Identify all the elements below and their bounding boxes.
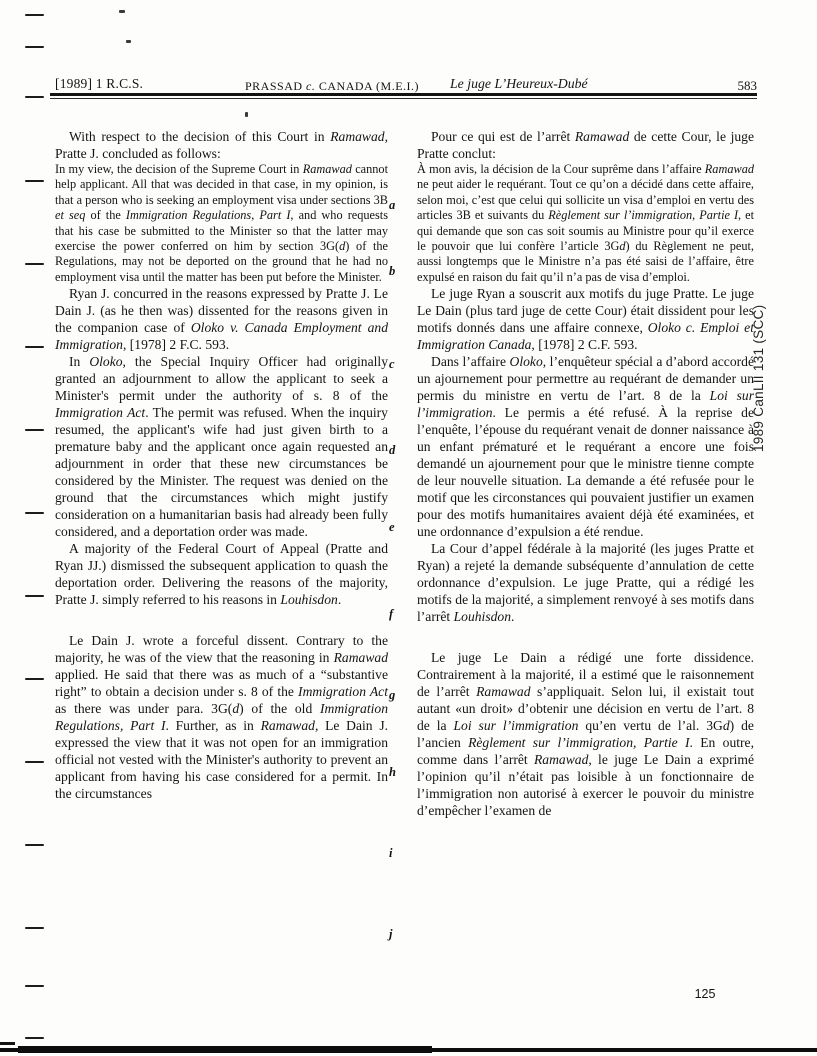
text-run: Le Dain J. wrote a forceful dissent. Contrary to the majority, he was of the view that the reasoning in (55, 633, 388, 666)
italic-text-run: Oloko v. Canada Employment and Immigration (55, 320, 388, 353)
italic-text-run: Immigration Act (55, 405, 146, 421)
header-rule-thick (50, 93, 757, 96)
text-run: , l’enquêteur spécial a d’abord accordé un ajournement pour permettre au requérant de demander un permis du ministre en vertu de l’art. 8 de la (417, 354, 754, 404)
binding-mark (25, 761, 44, 763)
paragraph-marker-i: i (389, 846, 393, 860)
text-run: . (511, 609, 515, 625)
binding-mark (25, 346, 44, 348)
text-run: ) du Règlement ne peut, aussi longtemps que le Ministre n’a pas été saisi de l’affaire, être expulsé en raison du fait qu’il n’a pas de visa d’emploi. (417, 239, 754, 284)
italic-text-run: Ramawad (302, 162, 352, 176)
text-run: ) of the old (239, 701, 321, 717)
paragraph-marker-b: b (389, 264, 396, 278)
paragraph-marker-a: a (389, 198, 396, 212)
scan-speck (119, 10, 125, 13)
italic-text-run: Oloko c. Emploi et Immigration Canada (417, 320, 754, 353)
binding-mark (25, 678, 44, 680)
paragraph-body (417, 540, 754, 625)
binding-mark (25, 263, 44, 265)
text-run: With respect to the decision of this Court in (69, 129, 331, 144)
case-name (245, 79, 419, 94)
paragraph-marker-e: e (389, 520, 395, 534)
binding-mark (25, 180, 44, 182)
paragraph-marker-f: f (389, 607, 394, 621)
text-run: , Le Dain J. expressed the view that it was not open for an immigration official not vested with the Minister's authority to prevent an applicant from having his case considered for a permit. In the circumstances (55, 718, 389, 802)
italic-text-run: Ramawad (333, 650, 388, 666)
paragraph-marker-c: c (389, 357, 395, 371)
text-run: cannot help applicant. All that was decided in that case, in my opinion, is that a person who is seeking an employment visa under sections 3B (55, 162, 389, 207)
text-run: In (69, 354, 90, 370)
paragraph-body (417, 353, 754, 540)
binding-mark (25, 595, 44, 597)
english-column (55, 128, 388, 802)
binding-mark (25, 985, 44, 987)
scan-speck (245, 112, 248, 117)
binding-mark (25, 429, 44, 431)
canlii-watermark: 1989 CanLII 131 (SCC) (751, 304, 766, 452)
italic-text-run: et seq (55, 208, 86, 223)
text-run: , and who requests that his case be submitted to the Minister so that the latter may exercise the power conferred on him by section 3G( (55, 208, 388, 254)
paragraph-body (55, 285, 388, 353)
text-run: , et qui demande que son cas soit soumis au Ministre pour qu’il exerce le pouvoir que lui confère l’article 3G (417, 208, 754, 254)
binding-mark (25, 14, 44, 16)
italic-text-run: Immigration Regulations, Part I (125, 208, 291, 223)
italic-text-run: Louhisdon (280, 592, 338, 608)
italic-text-run: Oloko (509, 354, 543, 370)
paragraph-marker-h: h (389, 765, 396, 779)
text-run: PRASSAD (245, 79, 307, 93)
italic-text-run: d (339, 239, 346, 254)
italic-text-run: Ramawad (574, 129, 630, 144)
paragraph-quote (417, 162, 754, 285)
binding-mark (25, 844, 44, 846)
italic-text-run: Loi sur l’immigration (417, 388, 754, 421)
paragraph-lead (417, 128, 754, 162)
scan-page-number: 125 (694, 987, 716, 1001)
italic-text-run: Oloko (89, 354, 123, 370)
text-run: applied. He said that there was as much of a “substantive right” to obtain a decision under s. 8 of the (55, 667, 388, 700)
italic-text-run: Immigration Regulations, Part I (55, 701, 388, 734)
italic-text-run: d (232, 701, 240, 717)
italic-text-run: Règlement sur l’immigration, Partie I (548, 208, 739, 223)
french-column (417, 128, 754, 819)
header-rule-thin (50, 98, 757, 99)
paragraph-body (417, 649, 754, 819)
paragraph-lead (55, 128, 388, 162)
text-run: . Further, as in (165, 718, 261, 734)
text-run: Le juge Ryan a souscrit aux motifs du juge Pratte. Le juge Le Dain (plus tard juge de cette Cour) était dissident pour les motifs donnés dans une affaire connexe, (417, 286, 754, 336)
italic-text-run: Immigration Act (298, 684, 388, 700)
text-run: as there was under para. 3G( (55, 701, 233, 717)
text-run: qu’en vertu de l’al. 3G (578, 718, 723, 734)
italic-text-run: Ramawad (330, 129, 385, 144)
report-page-number: 583 (737, 78, 757, 93)
paragraph-quote (55, 162, 388, 285)
text-run: ) de l’ancien (417, 718, 754, 751)
text-run: Pour ce qui est de l’arrêt (431, 129, 575, 144)
text-run: ne peut aider le requérant. Tout ce qu’on a décidé dans cette affaire, selon moi, c’est que celui qui sollicite un visa d’emploi en vertu des articles 3B et suivants du (417, 177, 754, 223)
text-run: La Cour d’appel fédérale à la majorité (les juges Pratte et Ryan) a rejeté la demande subséquente d’annulation de cette ordonnance d’expulsion. Le juge Pratte, qui a rédigé les motifs de la majorité, a simplement renvoyé à ses motifs dans l’arrêt (417, 541, 754, 625)
italic-text-run: d (619, 239, 626, 254)
paragraph-body (55, 540, 388, 608)
paragraph-marker-g: g (389, 688, 396, 702)
italic-text-run: Loi sur l’immigration (453, 718, 579, 734)
paragraph-marker-d: d (389, 443, 396, 457)
binding-mark (25, 512, 44, 514)
text-run: of the (85, 208, 126, 223)
text-run: Dans l’affaire (431, 354, 510, 370)
text-run: In my view, the decision of the Supreme Court in (55, 162, 303, 176)
italic-text-run: Ramawad (260, 718, 315, 734)
paragraph-marker-j: j (389, 927, 393, 941)
text-run: de cette Cour, le juge Pratte conclut: (417, 129, 754, 161)
italic-text-run: c. (306, 79, 316, 93)
scan-edge-artifact (0, 1042, 15, 1045)
text-run: s’appliquait. Selon lui, il existait tout autant «un droit» d’obtenir une décision en vertu de l’art. 8 de la (417, 684, 754, 734)
text-run: CANADA (M.E.I.) (315, 79, 420, 93)
binding-mark (25, 96, 44, 98)
report-citation: [1989] 1 R.C.S. (55, 76, 144, 91)
italic-text-run: d (722, 718, 730, 734)
text-run: Le juge Le Dain a rédigé une forte dissidence. Contrairement à la majorité, il a estimé que le raisonnement de l’arrêt (417, 650, 754, 700)
italic-text-run: Ramawad (704, 162, 754, 176)
italic-text-run: Ramawad (533, 752, 589, 768)
scan-speck (126, 40, 131, 43)
text-run: . The permit was refused. When the inquiry resumed, the applicant's wife had just given birth to a premature baby and the applicant once again requested an adjournment in order that these new circumstances be considered by the Minister. The request was denied on the ground that the circumstances which might justify consideration on a humanitarian basis had already been fully considered, and a deportation order was made. (55, 405, 388, 540)
text-run: . (337, 592, 342, 608)
judge-name: Le juge L’Heureux-Dubé (450, 76, 588, 91)
text-run: A majority of the Federal Court of Appeal (Pratte and Ryan JJ.) dismissed the subsequent application to quash the deportation order. Delivering the reasons of the majority, Pratte J. simply referred to his reasons in (55, 541, 388, 608)
text-run: À mon avis, la décision de la Cour suprême dans l’affaire (417, 162, 705, 176)
scan-edge-artifact (18, 1046, 432, 1053)
text-run: ) of the Regulations, may not be deported on the ground that he had no employment visa until the matter has been put before the Minister. (55, 239, 388, 284)
text-run: Ryan J. concurred in the reasons expressed by Pratte J. Le Dain J. (as he then was) dissented for the reasons given in the companion case of (55, 286, 388, 336)
binding-mark (25, 1037, 44, 1039)
text-run: . Le permis a été refusé. À la reprise de l’enquête, l’épouse du requérant venait de donner naissance à un enfant prématuré et le requérant a encore une fois demandé un ajournement pour que le ministre tienne compte de leur nouvelle situation. La demande a été refusée pour le motif que les circonstances qui pouvaient justifier un examen pour des motifs humanitaires avaient déjà été examinées, et une ordonnance d’expulsion a été rendue. (417, 405, 754, 540)
text-run: , le juge Le Dain a exprimé l’opinion qu’il n’était pas loisible à un fonctionnaire de l’immigration non autorisé à exercer le pouvoir du ministre d’empêcher l’examen de (417, 752, 754, 819)
binding-mark (25, 46, 44, 48)
text-run: , Pratte J. concluded as follows: (55, 129, 388, 161)
text-run: , the Special Inquiry Officer had originally granted an adjournment to allow the applicant to seek a Minister's permit under the authority of s. 8 of the (55, 354, 388, 404)
text-run: . En outre, comme dans l’arrêt (417, 735, 754, 768)
text-run: , [1978] 2 C.F. 593. (531, 337, 638, 353)
paragraph-body (417, 285, 754, 353)
italic-text-run: Règlement sur l’immigration, Partie I (468, 735, 690, 751)
paragraph-body (55, 632, 388, 802)
binding-mark (25, 927, 44, 929)
italic-text-run: Ramawad (476, 684, 531, 700)
italic-text-run: Louhisdon (453, 609, 512, 625)
paragraph-body (55, 353, 388, 540)
text-run: , [1978] 2 F.C. 593. (122, 337, 230, 353)
